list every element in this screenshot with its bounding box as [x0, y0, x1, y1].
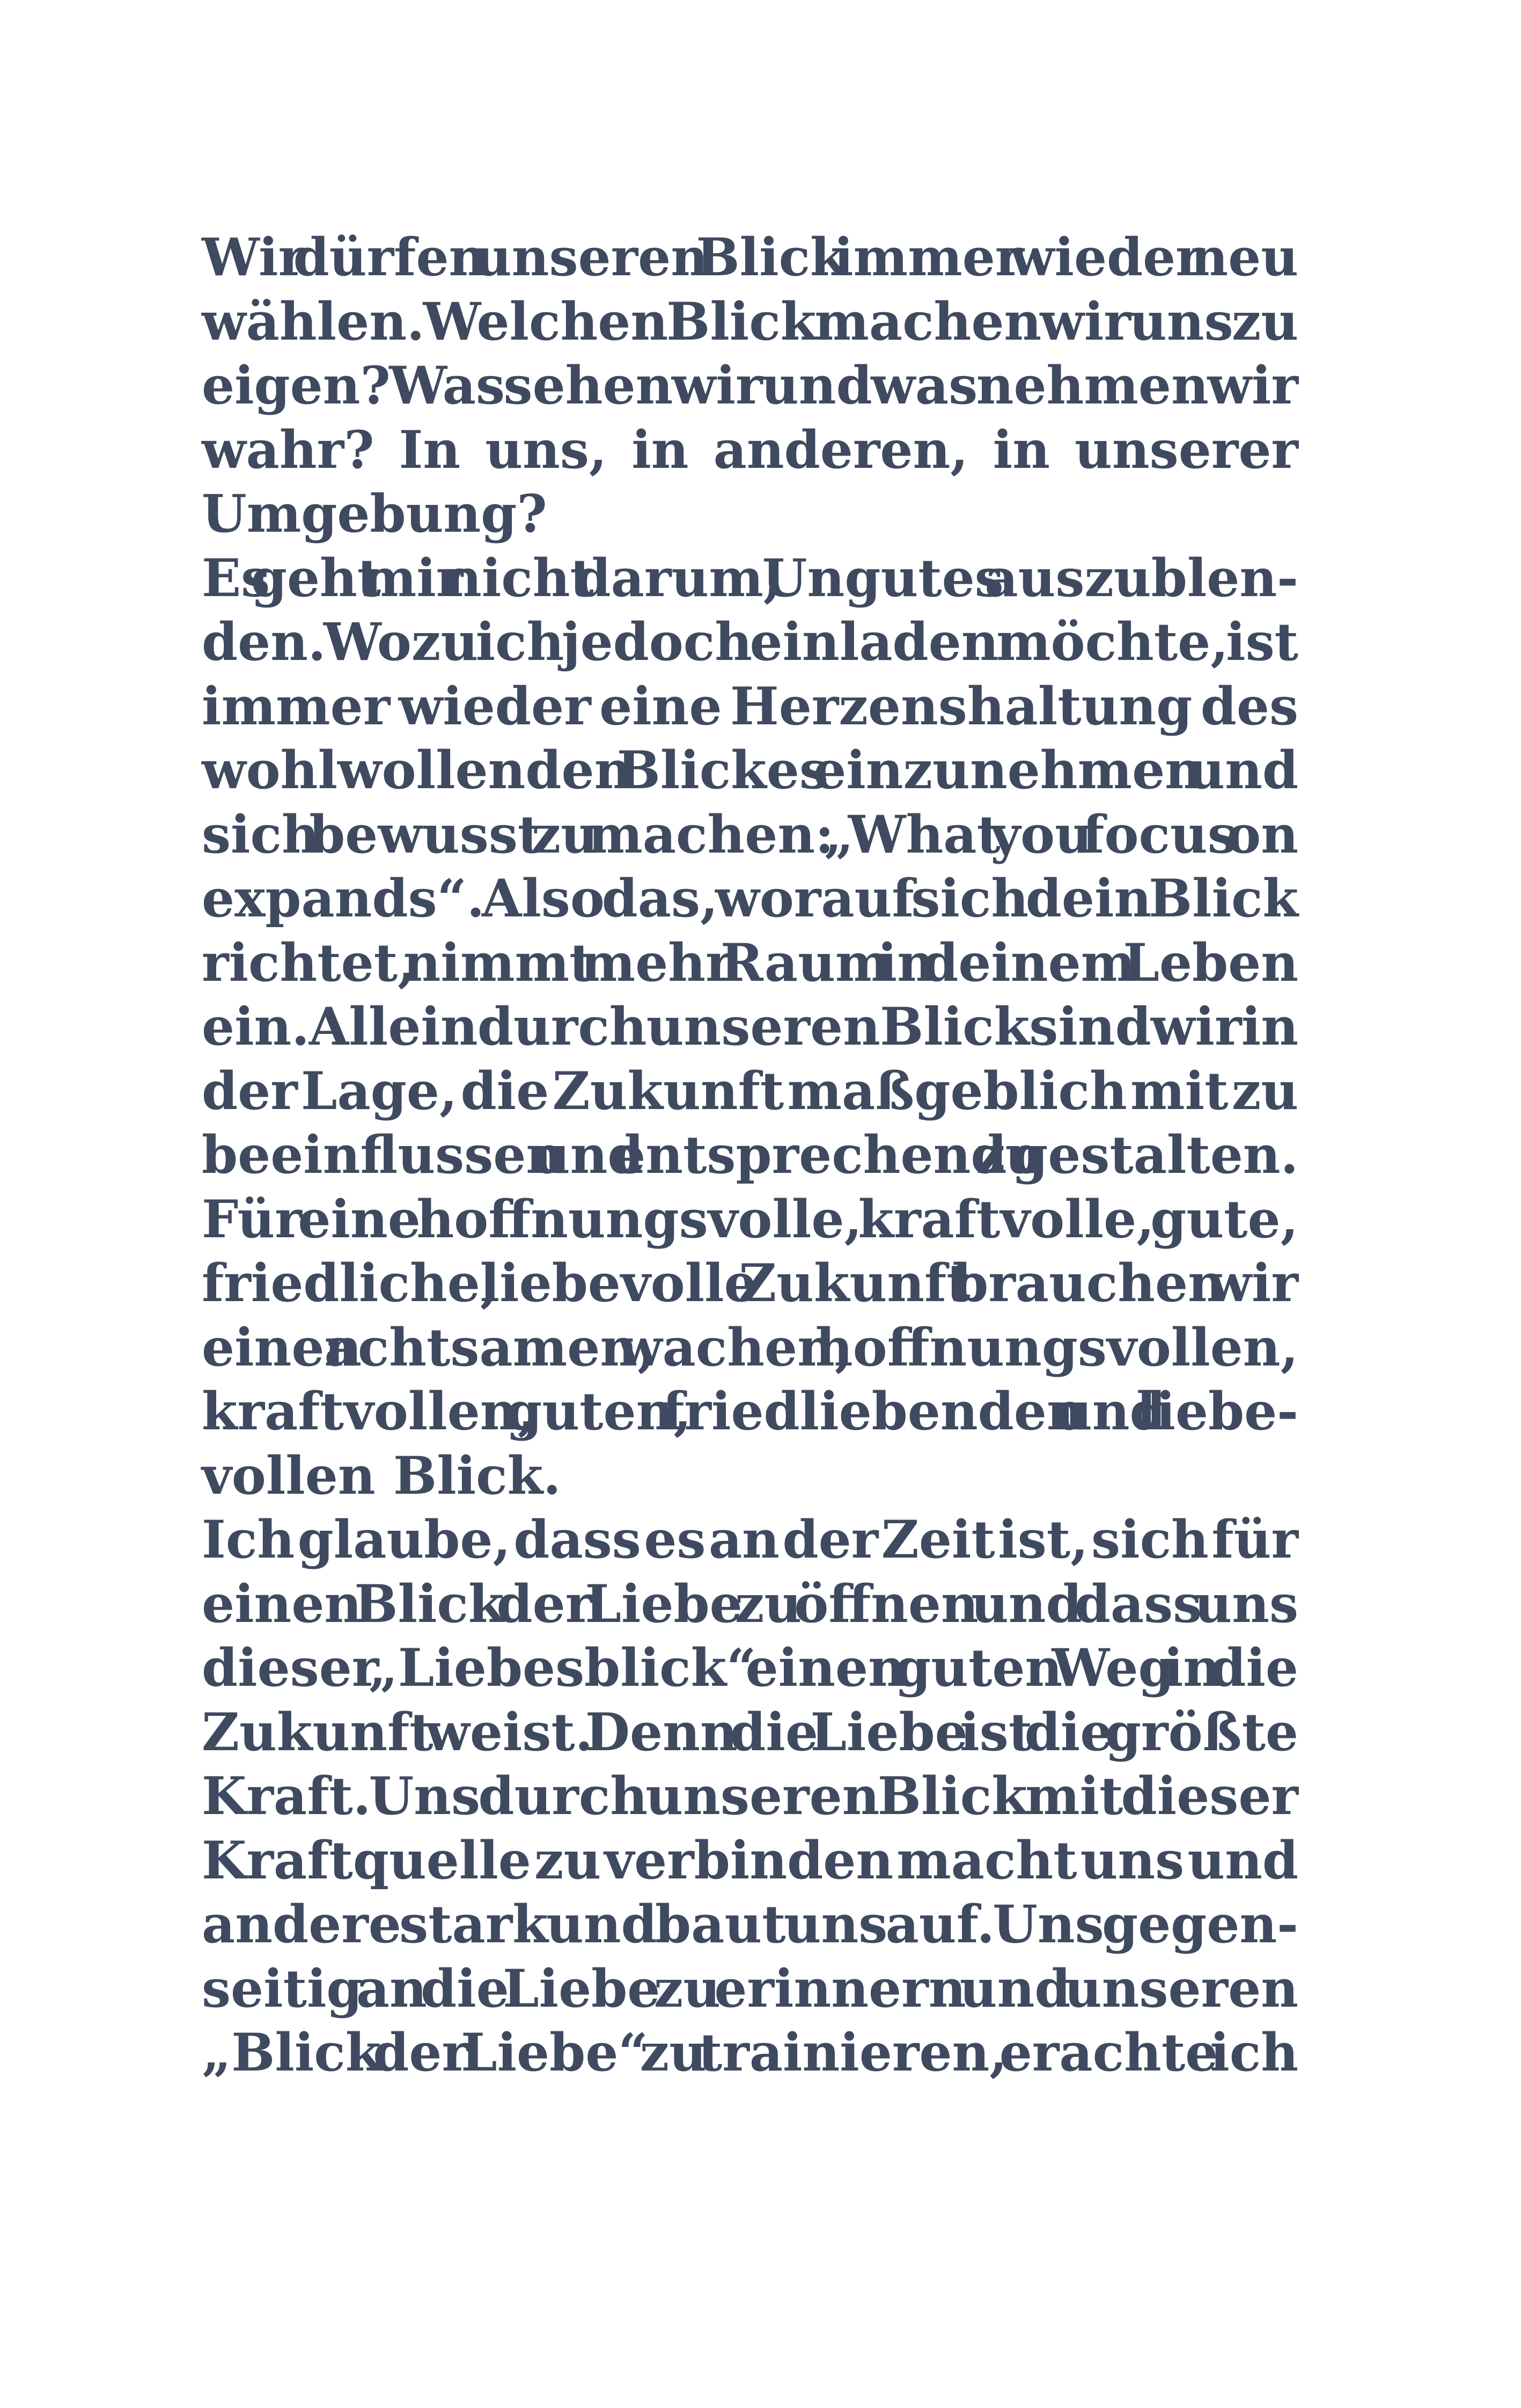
text-line: richtet, nimmt mehr Raum in deinem Leben [202, 932, 1298, 993]
text-line: den. Wozu ich jedoch einladen möchte, ist [202, 612, 1298, 672]
text-line: dieser „Liebesblick“ einen guten Weg in die [202, 1638, 1298, 1698]
text-line: ein. Allein durch unseren Blick sind wir in [202, 996, 1299, 1057]
text-line: wahr? In uns, in anderen, in unserer [202, 419, 1298, 480]
text-line: Zukunft weist. Denn die Liebe ist die größte [202, 1701, 1298, 1763]
text-line: eigen? Was sehen wir und was nehmen wir [202, 355, 1298, 416]
text-line: andere stark und baut uns auf. Uns gegen- [202, 1894, 1298, 1955]
text-line: vollen Blick. [202, 1445, 561, 1506]
text-line: der Lage, die Zukunft maßgeblich mit zu [202, 1060, 1298, 1121]
text-line: einen achtsamen, wachen, hoffnungsvollen, [202, 1317, 1298, 1378]
text-line: Ich glaube, dass es an der Zeit ist, sich für [202, 1509, 1299, 1570]
text-line: Umgebung? [202, 483, 547, 544]
text-line: sich bewusst zu machen: „What you focus on [202, 804, 1298, 865]
text-line: wohlwollenden Blickes einzunehmen und [202, 740, 1298, 801]
text-line: kraftvollen, guten, friedliebenden und liebe- [202, 1381, 1298, 1442]
text-line: wählen. Welchen Blick machen wir uns zu [202, 291, 1298, 352]
text-line: friedliche, liebevolle Zukunft brauchen wir [202, 1253, 1298, 1313]
text-line: Es geht mir nicht darum, Ungutes auszublen- [202, 547, 1298, 608]
text-line: Wir dürfen unseren Blick immer wieder neu [202, 227, 1298, 288]
text-line: einen Blick der Liebe zu öffnen und dass uns [202, 1573, 1298, 1634]
text-line: beeinflussen und entsprechend zu gestalten. [202, 1125, 1298, 1185]
text-line: Kraftquelle zu verbinden macht uns und [202, 1830, 1298, 1891]
text-line: expands“. Also das, worauf sich dein Blick [202, 868, 1298, 929]
text-line: seitig an die Liebe zu erinnern und unseren [202, 1958, 1298, 2019]
text-line: Kraft. Uns durch unseren Blick mit dieser [202, 1766, 1298, 1826]
text-line: „Blick der Liebe“ zu trainieren, erachte ich [202, 2022, 1298, 2083]
text-line: immer wieder eine Herzenshaltung des [202, 676, 1298, 737]
body-text [202, 225, 1298, 2085]
text-line: Für eine hoffnungsvolle, kraftvolle, gute, [202, 1188, 1298, 1250]
